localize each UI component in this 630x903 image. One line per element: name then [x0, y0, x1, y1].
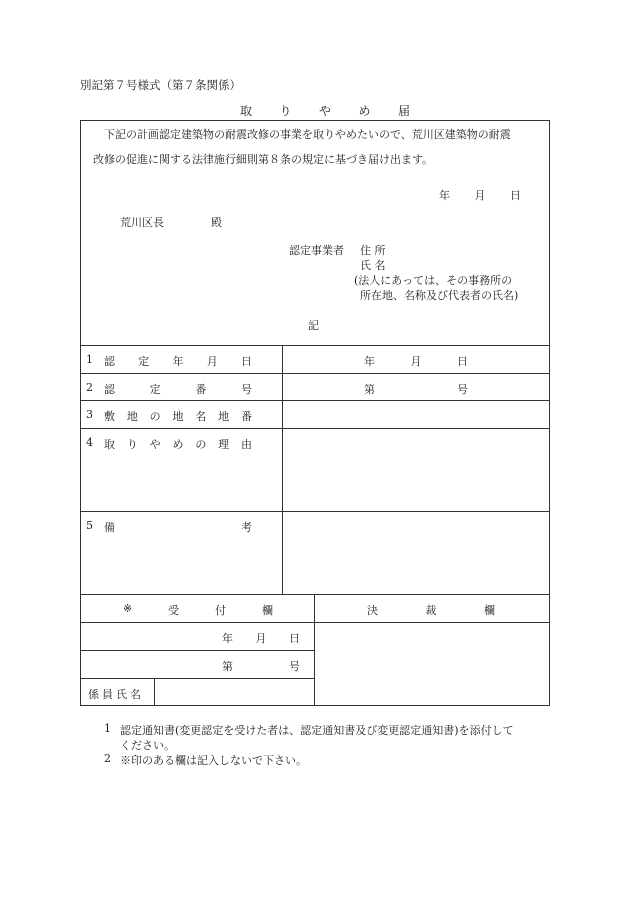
- title-char: や: [318, 104, 331, 118]
- note-2-number: 2: [104, 752, 111, 765]
- label-char: 定: [149, 383, 161, 396]
- value-char: 年: [364, 355, 375, 368]
- label-char: 理: [218, 438, 230, 451]
- row-5-label: [104, 519, 252, 535]
- document-title: [240, 102, 410, 119]
- date-char: 月: [255, 632, 267, 645]
- row-divider: [80, 428, 550, 429]
- row-divider: [80, 622, 550, 623]
- title-char: り: [279, 104, 292, 118]
- intro-line-1: 下記の計画認定建築物の耐震改修の事業を取りやめたいので、荒川区建築物の耐震: [104, 128, 511, 141]
- column-divider: [282, 345, 283, 594]
- row-1-number: 1: [86, 353, 93, 366]
- label-char: 認: [104, 355, 115, 368]
- row-divider: [80, 594, 550, 595]
- reception-date: [222, 630, 300, 646]
- row-divider: [80, 511, 550, 512]
- title-char: め: [358, 104, 371, 118]
- label-char: 地: [172, 410, 184, 423]
- ki-mark: 記: [308, 319, 319, 332]
- date-day: 日: [510, 189, 521, 202]
- date-year: 年: [439, 189, 450, 202]
- addressee: 荒川区長: [120, 216, 164, 229]
- date-month: 月: [474, 189, 486, 202]
- label-char: や: [149, 438, 161, 451]
- header-char: 付: [215, 604, 227, 617]
- corp-note-2: 所在地、名称及び代表者の氏名): [360, 289, 519, 302]
- date-char: 日: [289, 632, 300, 645]
- honorific: 殿: [211, 216, 222, 229]
- label-char: 定: [138, 355, 150, 368]
- row-2-value: [364, 381, 468, 397]
- name-label: 氏 名: [360, 259, 386, 272]
- label-char: 号: [240, 383, 252, 396]
- value-char: 月: [410, 355, 422, 368]
- form-reference: 別記第７号様式（第７条関係）: [80, 78, 241, 92]
- applicant-role: 認定事業者: [289, 244, 344, 257]
- row-divider: [80, 345, 550, 346]
- row-divider: [80, 678, 314, 679]
- header-char: ※: [123, 602, 133, 615]
- label-char: の: [149, 410, 161, 423]
- header-char: 決: [367, 604, 378, 617]
- row-4-number: 4: [86, 436, 93, 449]
- row-3-label: [104, 408, 252, 424]
- staff-name-label: 係員氏名: [88, 688, 144, 701]
- date-char: 年: [222, 632, 233, 645]
- label-char: 日: [241, 355, 252, 368]
- number-char: 第: [222, 660, 233, 673]
- label-char: 地: [218, 410, 230, 423]
- note-1-line-2: ください。: [120, 739, 175, 752]
- header-char: 裁: [425, 604, 437, 617]
- column-divider: [154, 678, 155, 706]
- label-char: 番: [240, 410, 252, 423]
- row-4-label: [104, 436, 252, 452]
- header-char: 欄: [484, 604, 495, 617]
- label-char: 年: [172, 355, 184, 368]
- value-char: 日: [457, 355, 468, 368]
- header-char: 欄: [261, 604, 273, 617]
- note-1-number: 1: [104, 722, 111, 735]
- column-divider: [314, 594, 315, 706]
- value-char: 第: [364, 383, 375, 396]
- label-char: 由: [240, 438, 252, 451]
- row-divider: [80, 373, 550, 374]
- label-char: 番: [195, 383, 207, 396]
- title-char: 取: [240, 104, 253, 118]
- label-char: 敷: [104, 410, 115, 423]
- corp-note-1: (法人にあっては、その事務所の: [354, 274, 513, 287]
- label-char: め: [172, 438, 184, 451]
- label-char: り: [126, 438, 138, 451]
- label-char: 考: [241, 521, 252, 534]
- decision-header: [367, 602, 495, 618]
- row-1-label: [104, 353, 252, 369]
- row-divider: [80, 400, 550, 401]
- value-char: 号: [457, 383, 468, 396]
- row-1-value: [364, 353, 468, 369]
- row-5-number: 5: [86, 519, 93, 532]
- row-2-label: [104, 381, 252, 397]
- label-char: 名: [195, 410, 207, 423]
- label-char: の: [195, 438, 207, 451]
- reception-header: [123, 602, 273, 618]
- submission-date: [439, 187, 521, 203]
- intro-line-2: 改修の促進に関する法律施行細則第８条の規定に基づき届け出ます。: [93, 153, 434, 166]
- title-char: 届: [397, 104, 410, 118]
- number-char: 号: [289, 660, 300, 673]
- row-divider: [80, 650, 314, 651]
- header-char: 受: [168, 604, 180, 617]
- label-char: 備: [104, 521, 115, 534]
- row-3-number: 3: [86, 408, 93, 421]
- note-2-line-1: ※印のある欄は記入しないで下さい。: [120, 754, 307, 767]
- address-label: 住 所: [360, 244, 386, 257]
- label-char: 取: [104, 438, 115, 451]
- row-2-number: 2: [86, 381, 93, 394]
- label-char: 地: [126, 410, 138, 423]
- reception-number: [222, 658, 300, 674]
- note-1-line-1: 認定通知書(変更認定を受けた者は、認定通知書及び変更認定通知書)を添付して: [120, 724, 514, 737]
- label-char: 月: [206, 355, 218, 368]
- label-char: 認: [104, 383, 115, 396]
